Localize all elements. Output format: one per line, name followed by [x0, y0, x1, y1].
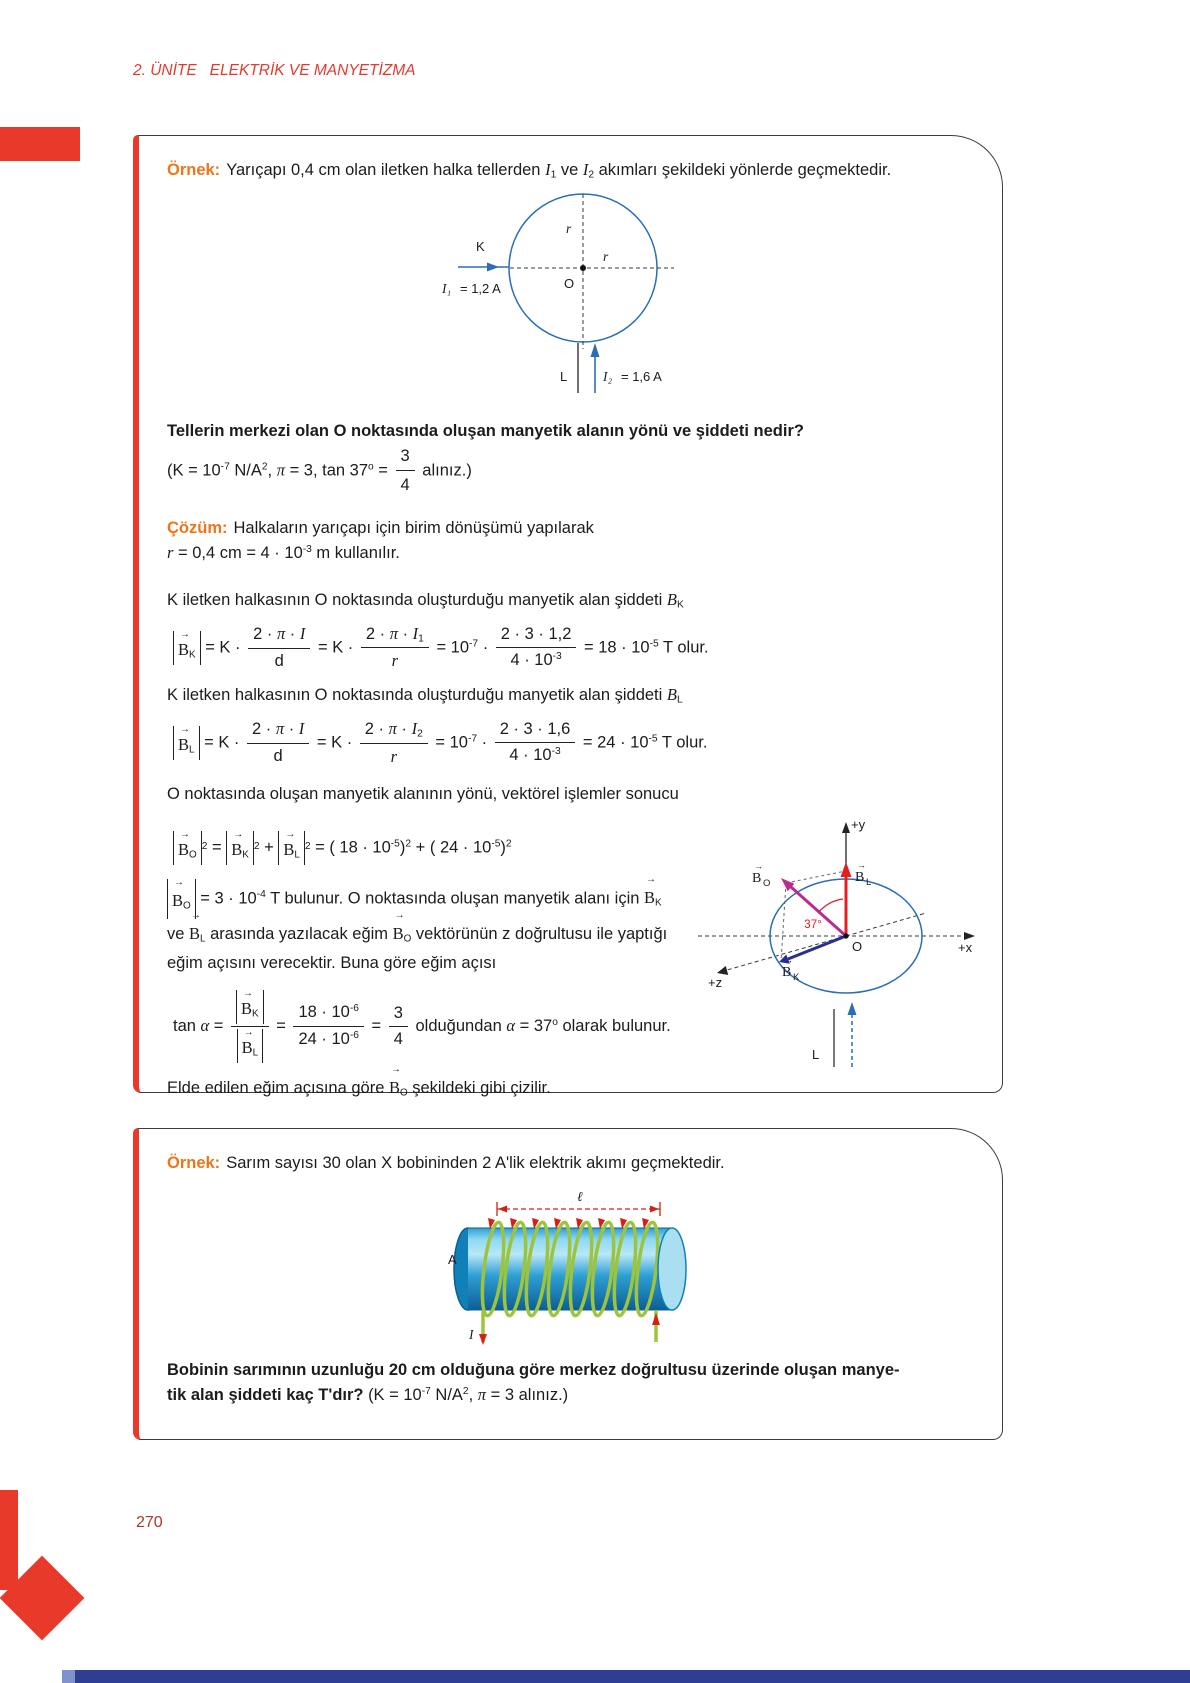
- solution-para: [167, 516, 972, 566]
- left-lead-arrow-icon: [479, 1334, 487, 1345]
- parallelogram-dash-1: [786, 871, 846, 883]
- parallelogram-dash-2: [781, 883, 786, 962]
- plus-x-label: +x: [958, 939, 973, 955]
- unit-header: 2. ÜNİTE ELEKTRİK VE MANYETİZMA: [133, 62, 416, 79]
- origin-o-label: O: [852, 938, 863, 954]
- dimension-arrow-right-icon: [650, 1205, 659, 1212]
- question-block: [167, 419, 972, 498]
- bo-arrow-glyph: →: [754, 860, 763, 871]
- y-axis-arrow-icon: [842, 822, 850, 833]
- l-label: L: [560, 368, 568, 384]
- bo-sub: O: [763, 877, 771, 889]
- bk-sub: K: [793, 971, 800, 983]
- bl-base: B: [855, 869, 865, 885]
- example2-label: Örnek:: [167, 1154, 221, 1172]
- i2-symbol: I₂: [603, 368, 613, 384]
- bo-base: B: [752, 870, 762, 886]
- bk-vector-line: [788, 936, 846, 959]
- example1-label: Örnek:: [167, 161, 221, 179]
- z-axis-arrow-icon: [717, 966, 728, 975]
- bk-intro: K iletken halkasının O noktasında oluşturduğu manyetik alan şiddeti $B_K$: [167, 589, 684, 611]
- example-box-2: [133, 1128, 1003, 1440]
- solenoid-svg: [435, 1184, 705, 1346]
- dimension-arrow-left-icon: [498, 1205, 507, 1212]
- example1-intro-text: Yarıçapı 0,4 cm olan iletken halka tellerden $I_1$ ve $I_2$ akımları şekildeki yönlerde geçmektedir.: [226, 160, 892, 181]
- bo-formula: → $B_O$ $^2$ = → $B_K$ $^2$ + → $B_L$ $^2$ = ( $18 \cdot 10^{-5})^2$ + ( $24 \cdot 10^{-5})^2$: [173, 831, 682, 865]
- bk-arrow-glyph: →: [784, 954, 793, 965]
- tan-formula: tan α = → $B_K$ → $B_L$ = $\frac{18 \cdot 10^{-6}}{24 \cdot 10^{-6}}$ = $\frac{3}{4}$ olduğundan $\alpha = 37^o$ olarak bulunur.: [173, 990, 682, 1064]
- bl-formula: → $B_L$ = K · $\frac{2 \cdot \pi \cdot I}{d}$ = K · $\frac{2 \cdot \pi \cdot I_2}{r}$ = $10^{-7}$ · $\frac{2 \cdot 3 \cdot 1,6}{4 \cdot 10^{-3}}$ = $24 \cdot 10^{-5}$ T olur.: [173, 718, 972, 768]
- closing-line: Elde edilen eğim açısına göre → $B_O$ şekildeki gibi çizilir.: [167, 1064, 551, 1099]
- k-current-arrow-icon: [487, 262, 499, 271]
- current-symbol: I: [469, 1326, 474, 1342]
- center-dot: [580, 265, 586, 271]
- rings-figure: [440, 191, 740, 403]
- angle-arc: [818, 899, 843, 913]
- vector-line: O noktasında oluşan manyetik alanının yönü, vektörel işlemler sonucu: [167, 784, 679, 803]
- i2-current-arrow-icon: [591, 343, 600, 357]
- bo-paragraph: → $B_O$ = $3 \cdot 10^{-4}$ T bulunur. O noktasında oluşan manyetik alanı için → $B_K$ ve → $B_L$ arasında yazılacak eğim → $B_O$ vektörünün z doğrultusu ile yaptığı eğim açısını verecektir. Buna göre eğim açısı: [167, 874, 668, 972]
- bo-vector-label: [752, 861, 770, 889]
- origin-dot: [843, 933, 848, 938]
- bk-base: B: [782, 964, 792, 980]
- plus-y-label: +y: [851, 816, 866, 832]
- l-current-arrow-icon: [848, 1002, 857, 1015]
- bk-vector-label: [782, 955, 800, 983]
- footer-red-bar: [0, 1490, 18, 1590]
- given-values: ($K = 10^{-7}$ $N/A^2$, π = 3, $\tan 37^o$ = $\frac{3}{4}$ alınız.): [167, 444, 972, 499]
- radius-label-top: r: [566, 220, 572, 236]
- x-axis-arrow-icon: [964, 932, 975, 940]
- cylinder-right-cap: [658, 1228, 686, 1310]
- i2-value: = 1,6 A: [621, 368, 662, 384]
- i1-symbol: I₁: [442, 280, 452, 296]
- bl-vector-arrow-icon: [841, 862, 852, 877]
- plus-z-label: +z: [708, 974, 723, 990]
- bl-arrow-glyph: →: [857, 859, 866, 870]
- solenoid-figure: [435, 1184, 705, 1346]
- solution-text: Halkaların yarıçapı için birim dönüşümü yapılarak r = 0,4 cm = $4 \cdot 10^{-3}$ m kullanılır.: [167, 519, 594, 562]
- margin-red-tab: [0, 127, 80, 161]
- bl-vector-label: [855, 860, 871, 888]
- solution-right-column: [682, 816, 982, 1104]
- example2-intro: [167, 1151, 972, 1176]
- rings-svg: [440, 191, 740, 403]
- center-o-label: O: [564, 275, 575, 291]
- vector-diagram-svg: [694, 811, 982, 1089]
- footer-blue-bar: [62, 1670, 1190, 1683]
- example2-question: Bobinin sarımının uzunluğu 20 cm olduğuna göre merkez doğrultusu üzerinde oluşan manye- tik alan şiddeti kaç T'dır? ($K = 10^{-7}$ $N/A^2$, π = 3 alınız.): [167, 1360, 900, 1404]
- terminal-a-label: A: [448, 1251, 457, 1267]
- right-lead-arrow-icon: [652, 1313, 660, 1325]
- bl-sub: L: [866, 876, 872, 888]
- k-label: K: [476, 238, 485, 254]
- page-number: 270: [136, 1514, 163, 1531]
- angle-value-label: 37°: [804, 918, 822, 931]
- bl-intro: K iletken halkasının O noktasında oluşturduğu manyetik alan şiddeti $B_L$: [167, 684, 683, 706]
- example1-intro: [167, 158, 972, 183]
- bk-formula: → $B_K$ = K · $\frac{2 \cdot \pi \cdot I}{d}$ = K · $\frac{2 \cdot \pi \cdot I_1}{r}$ = $10^{-7}$ · $\frac{2 \cdot 3 \cdot 1,2}{4 \cdot 10^{-3}}$ = $18 \cdot 10^{-5}$ T olur.: [173, 623, 972, 673]
- solution-left-column: [167, 819, 682, 1104]
- length-symbol: ℓ: [577, 1188, 583, 1204]
- z-axis-dashed-back: [846, 913, 926, 936]
- radius-label-right: r: [603, 248, 609, 264]
- question-text: Tellerin merkezi olan O noktasında oluşan manyetik alanın yönü ve şiddeti nedir?: [167, 421, 804, 440]
- i1-value: = 1,2 A: [460, 280, 501, 296]
- example-box-1: [133, 135, 1003, 1099]
- example2-intro-text: Sarım sayısı 30 olan X bobininden 2 A'lik elektrik akımı geçmektedir.: [226, 1154, 725, 1172]
- solution-row: [167, 816, 973, 1104]
- l-label-3d: L: [812, 1046, 820, 1062]
- solution-label: Çözüm:: [167, 519, 228, 538]
